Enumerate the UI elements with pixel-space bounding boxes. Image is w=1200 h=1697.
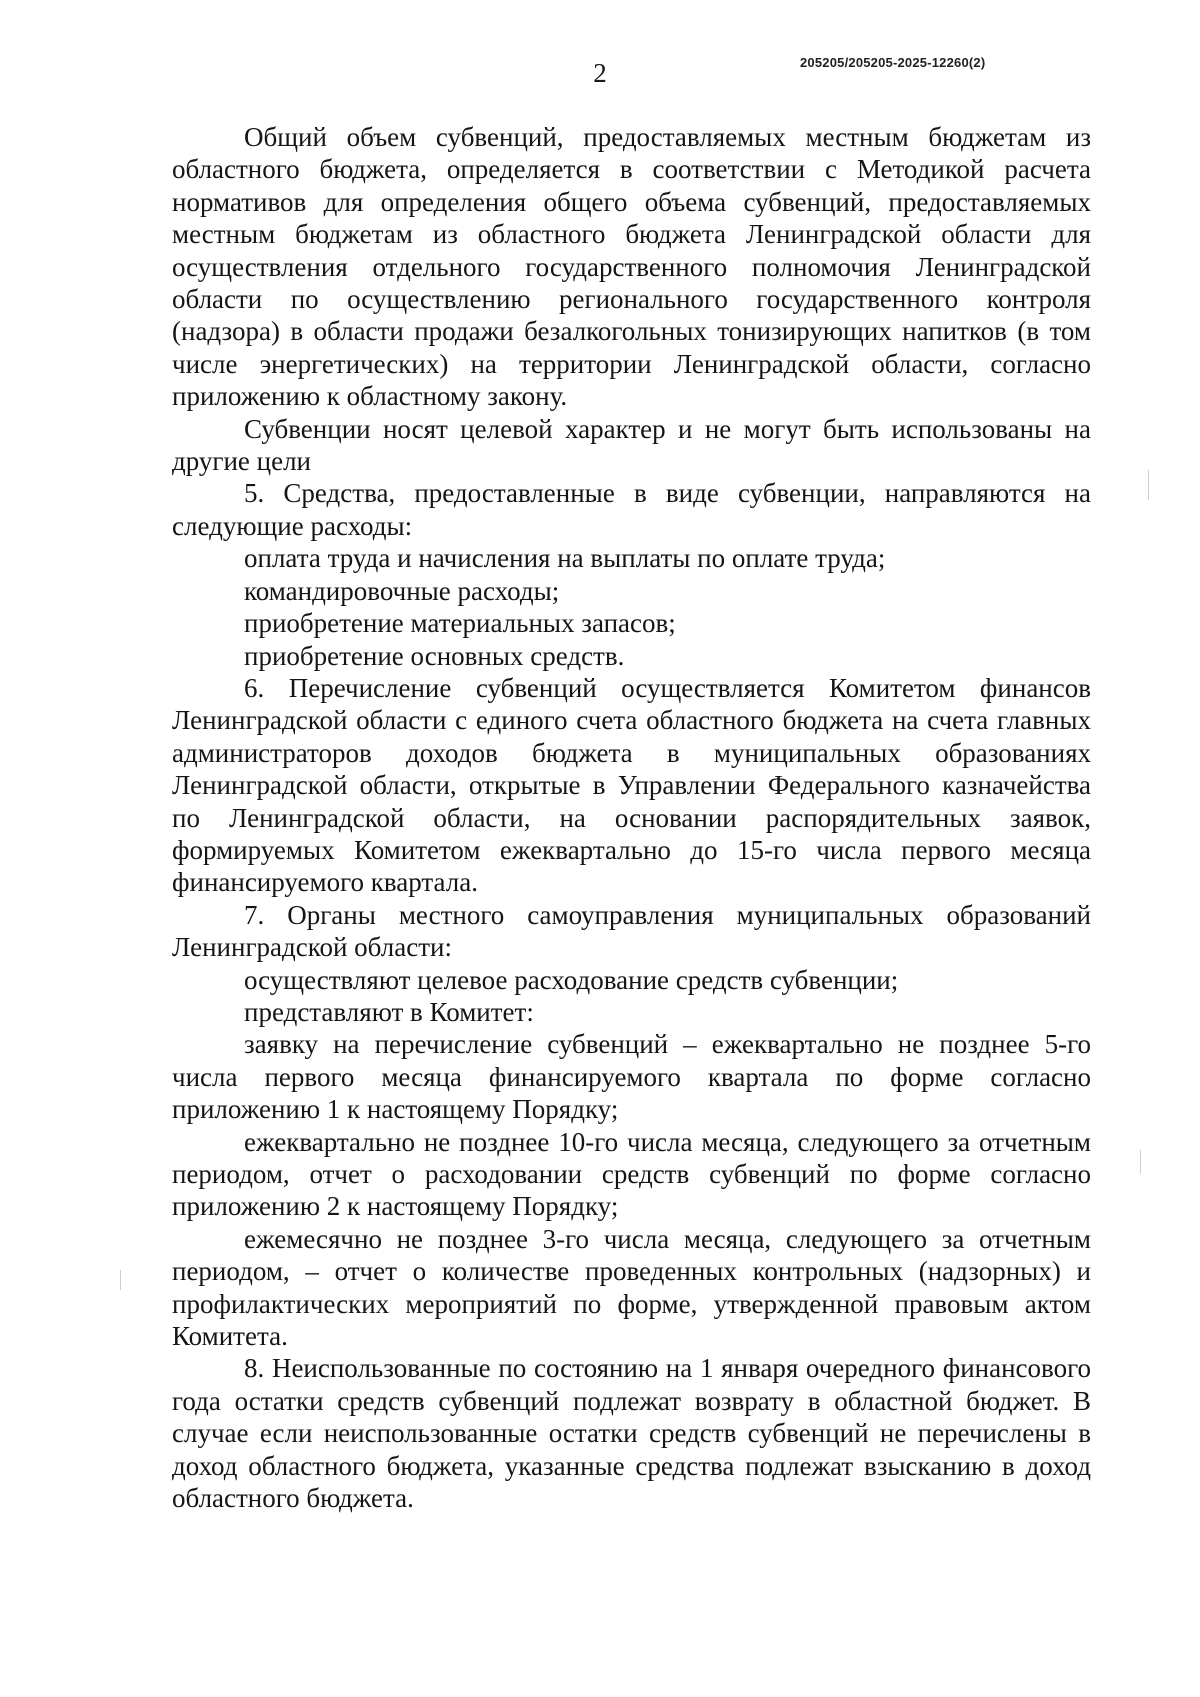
paragraph-item-8: 8. Неиспользованные по состоянию на 1 января очередного финансового года остатки средств субвенций подлежат возврату в областной бюджет. В случае если неиспользованные остатки средств субвенций не перечислены в доход областного бюджета, указанные средства подлежат взысканию в доход областного бюджета.: [172, 1353, 1091, 1514]
document-body: [172, 121, 1091, 1514]
paragraph-subvention-volume: Общий объем субвенций, предоставляемых местным бюджетам из областного бюджета, определяется в соответствии с Методикой расчета нормативов для определения общего объема субвенций, предоставляемых местным бюджетам из областного бюджета Ленинградской области для осуществления отдельного государственного полномочия Ленинградской области по осуществлению регионального государственного контроля (надзора) в области продажи безалкогольных тонизирующих напитков (в том числе энергетических) на территории Ленинградской области, согласно приложению к областному закону.: [172, 122, 1091, 412]
list-item-expense-fixed-assets: приобретение основных средств.: [244, 640, 625, 671]
scan-artifact-line: [120, 1270, 121, 1290]
paragraph-item-5: 5. Средства, предоставленные в виде субвенции, направляются на следующие расходы:: [172, 478, 1091, 541]
list-item-submit-to-committee: представляют в Комитет:: [244, 996, 534, 1027]
list-item-expense-materials: приобретение материальных запасов;: [244, 608, 676, 639]
scan-artifact-line: [1140, 1150, 1141, 1174]
paragraph-quarterly-report: ежеквартально не позднее 10-го числа месяца, следующего за отчетным периодом, отчет о расходовании средств субвенций по форме согласно приложению 2 к настоящему Порядку;: [172, 1126, 1091, 1222]
paragraph-item-7: 7. Органы местного самоуправления муниципальных образований Ленинградской области:: [172, 899, 1091, 963]
paragraph-item-6: 6. Перечисление субвенций осуществляется Комитетом финансов Ленинградской области с единого счета областного бюджета на счета главных администраторов доходов бюджета в муниципальных образованиях Ленинградской области, открытые в Управлении Федерального казначейства по Ленинградской области, на основании распорядительных заявок, формируемых Комитетом ежеквартально до 15-го числа первого месяца финансируемого квартала.: [172, 672, 1091, 898]
list-item-expense-wages: оплата труда и начисления на выплаты по оплате труда;: [244, 543, 886, 574]
document-registration-number: 205205/205205-2025-12260(2): [800, 55, 986, 70]
scan-artifact-line: [1148, 470, 1149, 500]
list-item-target-spending: осуществляют целевое расходование средств субвенции;: [244, 964, 899, 995]
list-item-expense-travel: командировочные расходы;: [244, 575, 560, 606]
paragraph-target-character: Субвенции носят целевой характер и не могут быть использованы на другие цели: [172, 413, 1091, 477]
paragraph-application-requirement: заявку на перечисление субвенций – ежеквартально не позднее 5-го числа первого месяца финансируемого квартала по форме согласно приложению 1 к настоящему Порядку;: [172, 1029, 1091, 1125]
page-number: 2: [593, 58, 607, 88]
paragraph-monthly-report: ежемесячно не позднее 3-го числа месяца, следующего за отчетным периодом, – отчет о количестве проведенных контрольных (надзорных) и профилактических мероприятий по форме, утвержденной правовым актом Комитета.: [172, 1223, 1091, 1352]
